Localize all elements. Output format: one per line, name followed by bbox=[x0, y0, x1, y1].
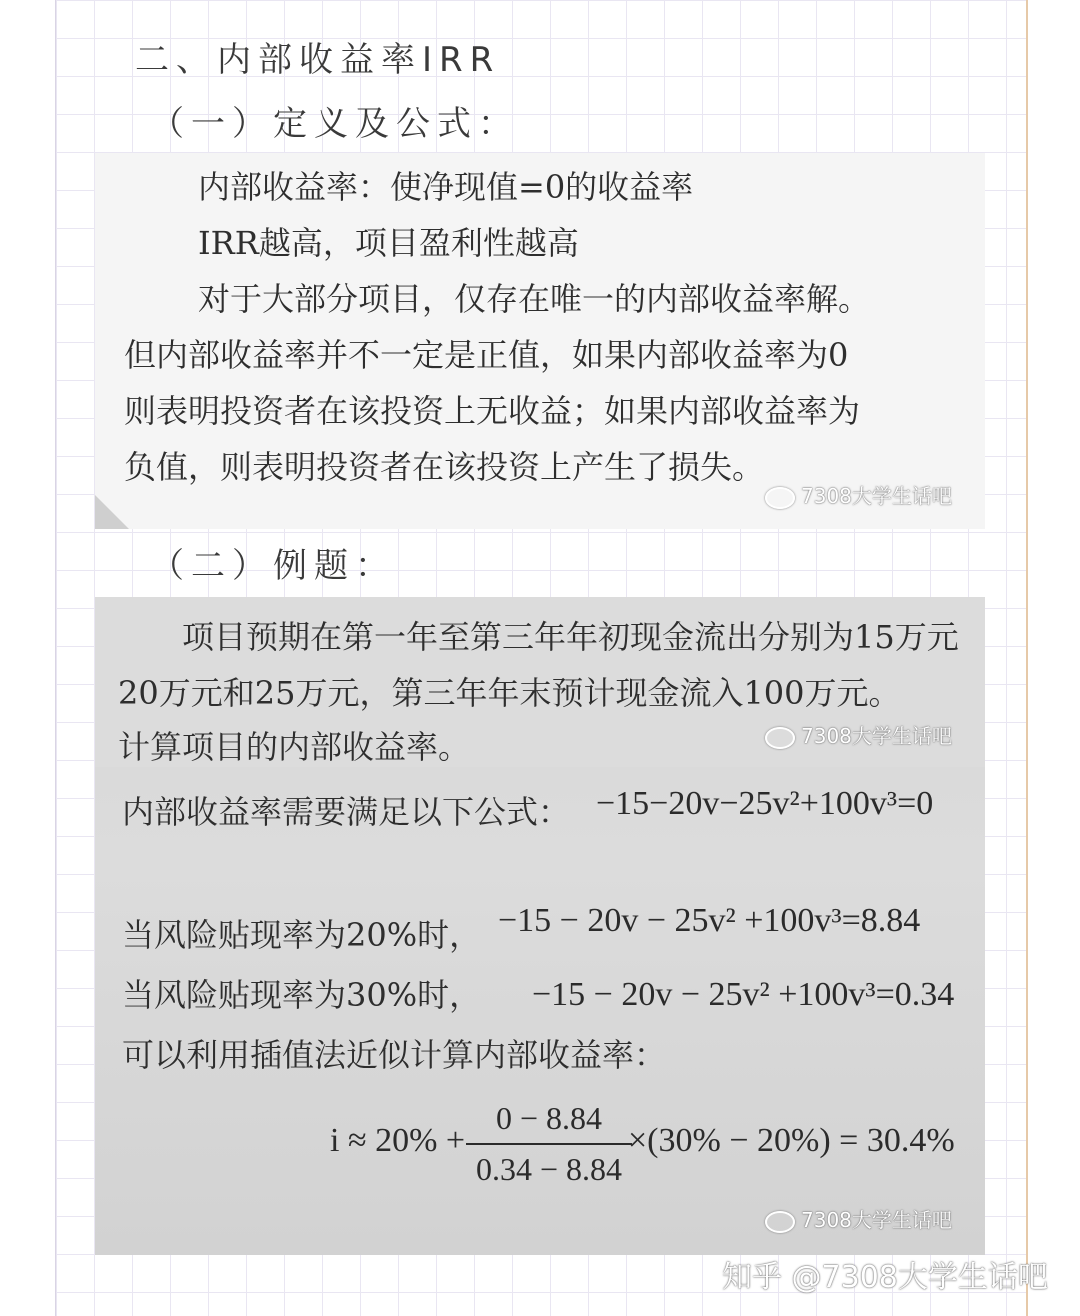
interpolation-fraction bbox=[466, 1100, 632, 1188]
case1-formula: −15 − 20v − 25v² +100v³=8.84 bbox=[498, 902, 921, 939]
result-right: ×(30% − 20%) = 30.4% bbox=[628, 1122, 955, 1159]
subheading-definition: （一）定义及公式： bbox=[150, 104, 519, 144]
definition-line: 负值，则表明投资者在该投资上产生了损失。 bbox=[124, 448, 765, 486]
irr-formula: −15−20v−25v²+100v³=0 bbox=[596, 785, 934, 822]
fraction-denominator: 0.34 − 8.84 bbox=[475, 1151, 623, 1187]
definition-line: IRR越高，项目盈利性越高 bbox=[198, 224, 579, 262]
interpolation-label: 可以利用插值法近似计算内部收益率： bbox=[122, 1036, 667, 1074]
watermark: 7308大学生话吧 bbox=[765, 720, 952, 749]
zhihu-footer-watermark: 知乎 @7308大学生话吧 bbox=[722, 1260, 1048, 1295]
case1-label: 当风险贴现率为20%时， bbox=[122, 916, 482, 954]
case2-label: 当风险贴现率为30%时， bbox=[122, 976, 482, 1014]
definition-line: 但内部收益率并不一定是正值，如果内部收益率为0 bbox=[124, 336, 849, 374]
fraction-numerator: 0 − 8.84 bbox=[466, 1100, 632, 1145]
wechat-icon bbox=[765, 727, 795, 749]
page-curl-decoration bbox=[95, 495, 129, 529]
watermark: 7308大学生话吧 bbox=[765, 480, 952, 509]
formula-label: 内部收益率需要满足以下公式： bbox=[122, 793, 571, 831]
section-title: 二、内部收益率IRR bbox=[135, 40, 501, 80]
wechat-icon bbox=[765, 487, 795, 509]
definition-line: 对于大部分项目，仅存在唯一的内部收益率解。 bbox=[198, 280, 871, 318]
definition-line: 则表明投资者在该投资上无收益；如果内部收益率为 bbox=[124, 392, 861, 430]
watermark: 7308大学生话吧 bbox=[765, 1204, 952, 1233]
definition-line: 内部收益率：使净现值=0的收益率 bbox=[198, 168, 694, 206]
example-line: 20万元和25万元，第三年年末预计现金流入100万元。 bbox=[118, 674, 901, 712]
subheading-example: （二）例题： bbox=[150, 546, 396, 586]
wechat-icon bbox=[765, 1211, 795, 1233]
example-line: 项目预期在第一年至第三年年初现金流出分别为15万元 bbox=[182, 618, 959, 656]
example-line: 计算项目的内部收益率。 bbox=[118, 728, 471, 766]
case2-formula: −15 − 20v − 25v² +100v³=0.34 bbox=[532, 976, 955, 1013]
result-left: i ≈ 20% + bbox=[330, 1122, 466, 1159]
